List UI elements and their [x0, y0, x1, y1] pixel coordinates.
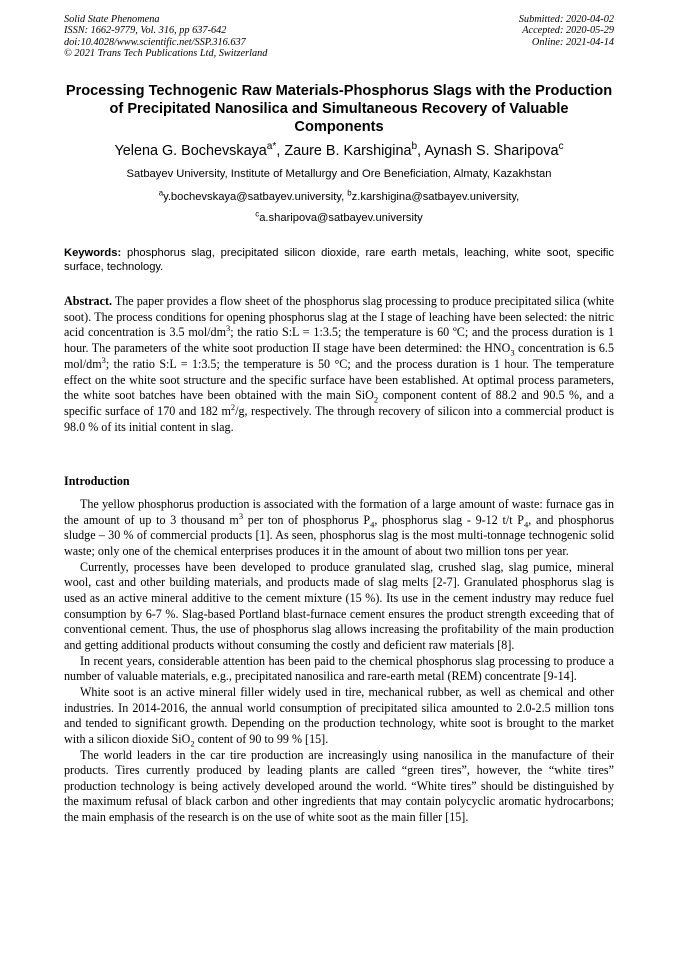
introduction-body	[64, 497, 614, 826]
email-mark: b	[347, 188, 352, 198]
author-separator: ,	[276, 143, 285, 159]
journal-name: Solid State Phenomena	[64, 14, 160, 25]
abstract-text: The paper provides a flow sheet of the phosphorus slag processing to produce precipitated silica (white soot). The process conditions for opening phosphorus slag at the I stage of leaching have been selected: the nitric acid concentration is 3.5 mol/dm	[64, 294, 614, 340]
email-line	[64, 211, 614, 225]
email-line	[64, 190, 614, 204]
paragraph-text: , phosphorus slag - 9-12 t/t P	[374, 512, 525, 527]
author-mark: b	[411, 141, 418, 153]
abstract-sup: 3	[101, 354, 106, 365]
submitted-date: Submitted: 2020-04-02	[518, 14, 614, 25]
keywords-label: Keywords:	[64, 247, 122, 259]
author-name: Yelena G. Bochevskaya	[114, 143, 267, 159]
abstract-text: component content of 88.2 and 90.5 %, and a specific surface of 170 and 182 m	[64, 388, 614, 418]
paragraph-text: content of 90 to 99 % [15].	[194, 731, 329, 746]
superscript: 3	[238, 510, 244, 521]
paragraph-text: per ton of phosphorus P	[243, 512, 371, 527]
journal-header-right	[519, 14, 614, 48]
affiliation: Satbayev University, Institute of Metallurgy and Ore Beneficiation, Almaty, Kazakhstan	[126, 168, 552, 180]
email-address: y.bochevskaya@satbayev.university,	[163, 191, 345, 203]
author-list	[64, 142, 614, 160]
paragraph-text: The yellow phosphorus production is associated with the formation of a large amount of waste: furnace gas in the amount of up to 3 thousand m	[64, 497, 614, 527]
section-heading-introduction: Introduction	[64, 474, 130, 488]
email-mark: c	[255, 209, 260, 219]
paragraph: The world leaders in the car tire production are increasingly using nanosilica in the manufacture of their products. Tires currently produced by leading plants are called “green tires”, however, the “white tires” production technology is being actively developed around the world. “White tires” should be distinguished by the maximum refusal of black carbon and other ingredients that may contain polycyclic aromatic hydrocarbons; the main emphasis of the research is on the use of white soot as the main filler [15].	[64, 747, 614, 825]
paragraph-text: White soot is an active mineral filler widely used in tire, mechanical rubber, as well as chemical and other industries. In 2014-2016, the annual world consumption of precipitated silica amounted to 2.0-2.5 million tons and tended to significant growth. Depending on the production technology, white soot is brought to the market with a silicon dioxide SiO	[64, 684, 614, 746]
online-date: Online: 2021-04-14	[531, 36, 614, 48]
paragraph	[64, 497, 614, 560]
email-mark: a	[158, 188, 164, 198]
abstract-sup: 3	[226, 323, 231, 334]
author-separator: ,	[417, 143, 425, 159]
abstract-label: Abstract.	[64, 294, 113, 308]
subscript: 2	[190, 738, 195, 749]
subscript: 4	[370, 519, 375, 530]
paragraph: Currently, processes have been developed to produce granulated slag, crushed slag, slag pumice, mineral wool, cast and other building materials, and products made of slag melts [2-7]. Granulated phosphorus slag is used as an active mineral additive to the cement mixture (15 %). Its use in the cement industry may reduce fuel consumption by 6-7 %. Slag-based Portland blast-furnace cement ensures the product strength exceeding that of conventional cement. Thus, the use of phosphorus slag allows increasing the profitability of the main production and getting additional products without consuming the costly and deficient raw materials [8].	[64, 559, 614, 652]
issn-line: ISSN: 1662-9779, Vol. 316, pp 637-642	[64, 25, 227, 37]
author-mark: c	[558, 141, 564, 153]
email-address: a.sharipova@satbayev.university	[259, 212, 423, 224]
email-address: z.karshigina@satbayev.university,	[351, 191, 520, 203]
author-mark: a*	[266, 141, 277, 153]
abstract-sub: 3	[510, 347, 515, 358]
abstract-sub: 2	[373, 394, 379, 405]
paragraph	[64, 685, 614, 748]
accepted-date: Accepted: 2020-05-29	[522, 25, 614, 37]
subscript: 4	[524, 519, 529, 530]
abstract-text: ; the ratio S:L = 1:3.5; the temperature is 50 °C; and the process duration is 1 hour. The temperature effect on the white soot structure and the specific surface have been established. At optimal process parameters, the white soot batches have been obtained with the main SiO	[64, 356, 614, 403]
paragraph: In recent years, considerable attention has been paid to the chemical phosphorus slag processing to produce a number of valuable materials, e.g., precipitated nanosilica and rare-earth metal (REM) concentrate [9-14].	[64, 653, 614, 684]
abstract-text: concentration is 6.5 mol/dm	[64, 341, 614, 371]
abstract	[64, 294, 614, 435]
journal-header-left	[64, 14, 267, 60]
abstract-text: /g, respectively. The through recovery of silicon into a commercial product is 98.0 % of its initial content in slag.	[64, 403, 614, 434]
abstract-text: ; the ratio S:L = 1:3.5; the temperature is 60 ºC; and the process duration is 1 hour. The parameters of the white soot production II stage have been determined: the HNO	[64, 325, 614, 356]
doi-line: doi:10.4028/www.scientific.net/SSP.316.637	[64, 36, 246, 48]
abstract-sup: 2	[230, 401, 236, 412]
keywords	[64, 246, 614, 275]
paragraph-text: , and phosphorus sludge – 30 % of commercial products [1]. As seen, phosphorus slag is the most multi-tonnage technogenic solid waste; only one of the chemical enterprises produces it in the amount of about two million tons per year.	[64, 512, 614, 558]
paper-title: Processing Technogenic Raw Materials-Phosphorus Slags with the Production of Precipitated Nanosilica and Simultaneous Recovery of Valuable Components	[65, 83, 613, 136]
copyright-line: © 2021 Trans Tech Publications Ltd, Switzerland	[64, 48, 268, 60]
author-name: Aynash S. Sharipova	[424, 143, 559, 159]
author-name: Zaure B. Karshigina	[284, 143, 412, 159]
keywords-text: phosphorus slag, precipitated silicon dioxide, rare earth metals, leaching, white soot, specific surface, technology.	[64, 247, 614, 274]
